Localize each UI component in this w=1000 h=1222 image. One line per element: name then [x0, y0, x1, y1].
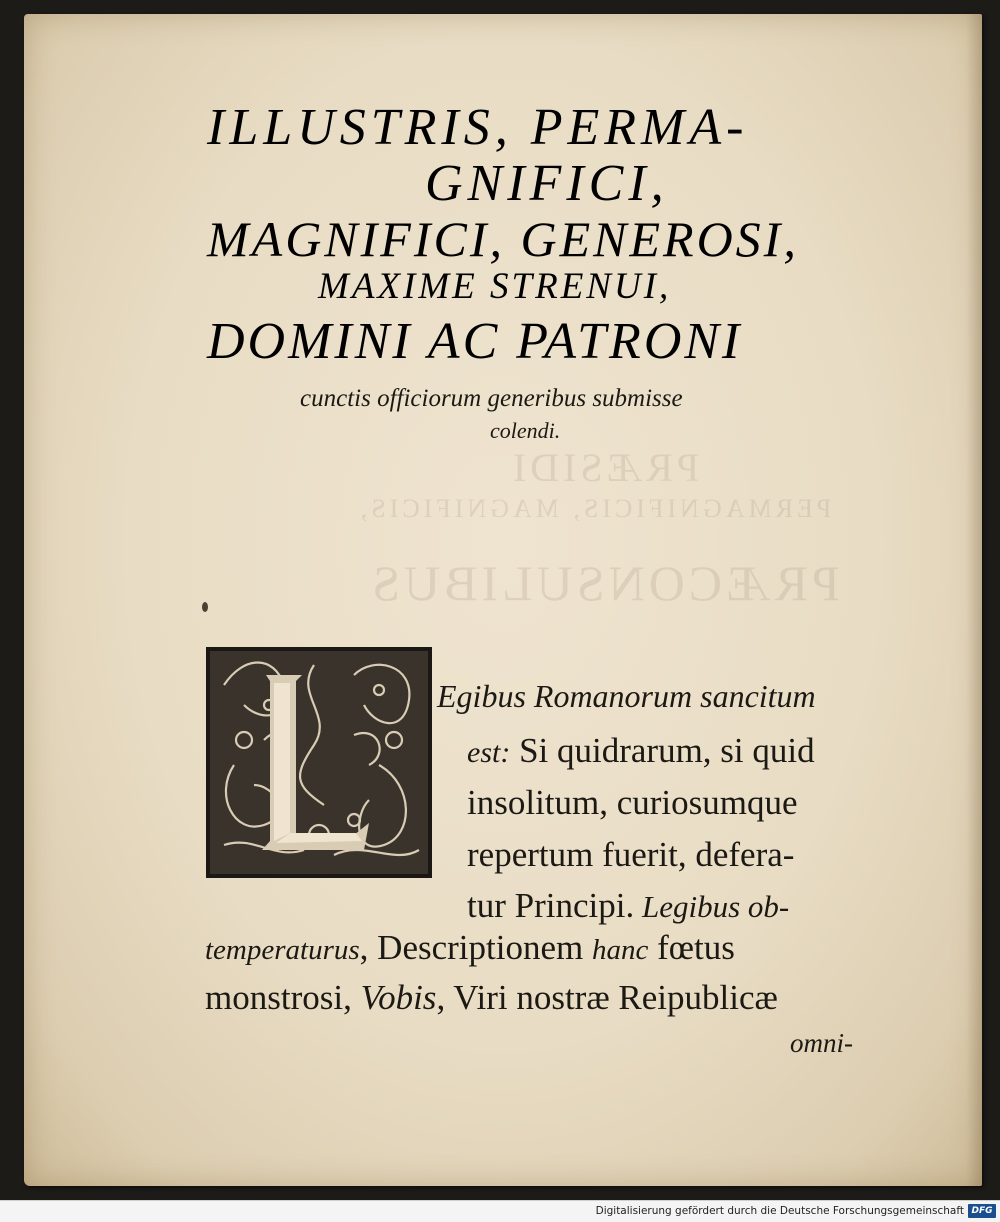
page-edge-shadow — [966, 14, 982, 1186]
dfg-logo-icon[interactable]: DFG — [968, 1204, 996, 1218]
body-line-7: monstrosi, Vobis, Viri nostræ Reipublicæ — [205, 978, 778, 1017]
heading-subline-2: colendi. — [490, 418, 561, 443]
body-line-4: repertum fuerit, defera- — [467, 835, 795, 874]
heading-line-1: ILLUSTRIS, PERMA- — [207, 99, 749, 156]
heading-line-5: DOMINI AC PATRONI — [207, 313, 743, 370]
heading-subline-1: cunctis officiorum generibus submisse — [300, 385, 683, 412]
footer-bar — [0, 1200, 1000, 1222]
catchword: omni- — [790, 1028, 853, 1058]
body-line-6: temperaturus, Descriptionem hanc fœtus — [205, 928, 735, 967]
heading-line-3: MAGNIFICI, GENEROSI, — [207, 211, 799, 267]
body-line-2: est: Si quidrarum, si quid — [467, 731, 815, 770]
body-line-5: tur Principi. Legibus ob- — [467, 886, 790, 925]
bleed-through: PERMAGNIFICIS, MAGNIFICIS, — [356, 494, 832, 523]
heading-line-2: GNIFICI, — [425, 155, 669, 212]
ink-speck — [202, 602, 208, 612]
footer-credit: Digitalisierung gefördert durch die Deutsche Forschungsgemeinschaft — [595, 1205, 964, 1217]
bleed-through: PRÆSIDI — [508, 445, 700, 490]
heading-line-4: MAXIME STRENUI, — [318, 266, 672, 307]
bleed-through: PRÆCONSULIBUS — [368, 555, 840, 611]
body-line-3: insolitum, curiosumque — [467, 783, 798, 822]
decorated-initial-l — [204, 645, 434, 880]
body-line-1: Egibus Romanorum sancitum — [437, 678, 816, 714]
